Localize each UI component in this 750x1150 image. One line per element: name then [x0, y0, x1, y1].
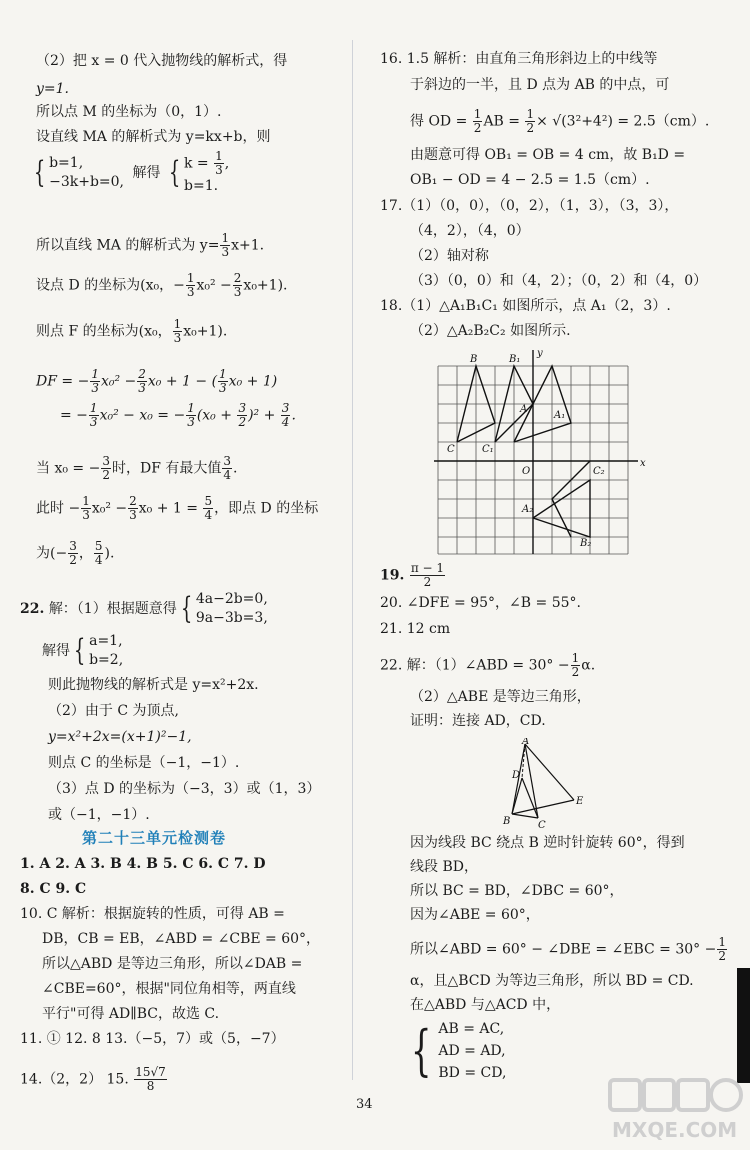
label-A: A: [522, 738, 530, 747]
text-line: （4，2），（4，0）: [410, 223, 530, 239]
text-line: y=1.: [36, 81, 69, 97]
solution-system: 解得 { a=1, b=2,: [42, 633, 124, 668]
text-line: OB₁ − OD = 4 − 2.5 = 1.5（cm）.: [410, 172, 650, 188]
watermark-text: MXQE.COM: [612, 1118, 738, 1142]
label-O: O: [522, 466, 531, 477]
label-C2: C₂: [593, 466, 605, 477]
eq-line: −3k+b=0,: [49, 174, 124, 190]
answer-20: 20. ∠DFE = 95°，∠B = 55°.: [380, 595, 581, 611]
page-edge-shadow: [737, 968, 750, 1083]
column-divider: [352, 40, 353, 1080]
coordinate-grid-figure: [430, 346, 702, 558]
text-line: 则点 F 的坐标为(x₀， $\frac{1}{3}$ x₀+1).: [36, 317, 228, 345]
text-line: DF = − $\frac{1}{3}$ x₀² − $\frac{2}{3}$ x₀ + 1 − ( $\frac{1}{3}$ x₀ + 1): [36, 367, 278, 395]
answer-21: 21. 12 cm: [380, 621, 451, 637]
question-22: 22. 解：（1）根据题意得 { 4a−2b=0, 9a−3b=3,: [20, 591, 268, 626]
text-line: 所以△ABD 是等边三角形，所以∠DAB =: [42, 956, 303, 972]
text-line: 平行"可得 AD∥BC，故选 C.: [42, 1006, 220, 1022]
text-line: 所以直线 MA 的解析式为 y= $\frac{1}{3}$ x+1.: [36, 231, 265, 259]
label-B2: B₂: [580, 538, 592, 549]
label-y-axis: y: [537, 348, 543, 359]
text-line: 因为∠ABE = 60°，: [410, 907, 540, 923]
eq-line: k =: [184, 155, 209, 172]
answers-line: 1. A 2. A 3. B 4. B 5. C 6. C 7. D: [20, 856, 266, 872]
text-line: = − $\frac{1}{3}$ x₀² − x₀ = − $\frac{1}{3}$ (x₀ + $\frac{3}{2}$ )² + $\frac{3}{4}$ .: [60, 401, 296, 429]
answers-line: 8. C 9. C: [20, 881, 87, 897]
text-line: 10. C 解析：根据旋转的性质，可得 AB =: [20, 906, 285, 922]
text-line: 所以 BC = BD，∠DBC = 60°，: [410, 883, 624, 899]
text-line: 或（−1，−1）.: [48, 807, 150, 823]
text-line: 设直线 MA 的解析式为 y=kx+b，则: [36, 129, 271, 145]
text-line: （2）△ABE 是等边三角形，: [410, 689, 591, 705]
text-line: 所以∠ABD = 60° − ∠DBE = ∠EBC = 30° − $\frac{1}{2}$: [410, 935, 726, 963]
triangle-figure: [500, 738, 590, 828]
solve-label: 解得: [132, 165, 161, 181]
watermark: [606, 1076, 746, 1146]
text-line: （2）轴对称: [410, 248, 489, 264]
text-line: 18.（1）△A₁B₁C₁ 如图所示，点 A₁（2，3）.: [380, 298, 671, 314]
text-line: 因为线段 BC 绕点 B 逆时针旋转 60°，得到: [410, 835, 685, 851]
text-line: α，且△BCD 为等边三角形，所以 BD = CD.: [410, 973, 694, 989]
text-line: 得 OD = $\frac{1}{2}$ AB = $\frac{1}{2}$ × √(3²+4²) = 2.5（cm）.: [410, 107, 710, 135]
label-C: C: [538, 820, 546, 828]
text-line: y=x²+2x=(x+1)²−1,: [48, 729, 192, 745]
text-line: 16. 1.5 解析：由直角三角形斜边上的中线等: [380, 51, 658, 67]
text-line: 此时 − $\frac{1}{3}$ x₀² − $\frac{2}{3}$ x₀ + 1 = $\frac{5}{4}$ ，即点 D 的坐标: [36, 494, 319, 522]
text-line: 则点 C 的坐标是（−1，−1）.: [48, 755, 240, 771]
label-B: B: [503, 816, 511, 827]
text-line: 所以点 M 的坐标为（0，1）.: [36, 104, 222, 120]
label-D: D: [512, 770, 521, 781]
text-line: （2）由于 C 为顶点,: [48, 703, 179, 719]
section-heading: 第二十三单元检测卷: [82, 829, 227, 847]
page-number: 34: [356, 1097, 373, 1112]
text-line: 22. 解：（1）∠ABD = 30° − $\frac{1}{2}$ α.: [380, 651, 596, 679]
label-A2: A₂: [522, 504, 534, 515]
answer-19: 19. $\frac{\pi - 1}{2}$: [380, 561, 445, 589]
text-line: 证明：连接 AD，CD.: [410, 713, 546, 729]
text-line: （3）点 D 的坐标为（−3，3）或（1，3）: [48, 781, 321, 797]
label-x-axis: x: [640, 458, 646, 469]
answers-line: 11. ① 12. 8 13.（−5，7）或（5，−7）: [20, 1031, 285, 1047]
text-line: 在△ABD 与△ACD 中，: [410, 997, 561, 1013]
label-C: C: [447, 444, 455, 455]
equation-system: { b=1, −3k+b=0, 解得 { k = $\frac{1}{3}$ , b=1.: [33, 149, 230, 194]
text-line: 17.（1）（0，0），（0，2），（1，3），（3，3），: [380, 198, 679, 214]
congruence-system: { AB = AC, AD = AD, BD = CD,: [410, 1019, 507, 1082]
text-line: 线段 BD，: [410, 859, 478, 875]
eq-line: b=1,: [49, 155, 84, 171]
label-B: B: [470, 354, 478, 365]
text-line: 则此抛物线的解析式是 y=x²+2x.: [48, 677, 259, 693]
answers-line: 14.（2，2） 15. $\frac{15√7}{8}$: [20, 1065, 166, 1093]
text-line: 于斜边的一半，且 D 点为 AB 的中点，可: [410, 77, 670, 93]
text-line: 设点 D 的坐标为(x₀，− $\frac{1}{3}$ x₀² − $\frac{2}{3}$ x₀+1).: [36, 271, 288, 299]
label-A: A: [520, 404, 528, 415]
text-line: 当 x₀ = − $\frac{3}{2}$ 时，DF 有最大值 $\frac{3}{4}$ .: [36, 454, 238, 482]
label-A1: A₁: [554, 410, 566, 421]
text-line: （3）（0，0）和（4，2）；（0，2）和（4，0）: [410, 273, 708, 289]
text-line: （2）△A₂B₂C₂ 如图所示.: [410, 323, 571, 339]
text-line: 由题意可得 OB₁ = OB = 4 cm，故 B₁D =: [410, 147, 686, 163]
label-E: E: [576, 796, 584, 807]
label-C1: C₁: [482, 444, 494, 455]
text-line: DB，CB = EB，∠ABD = ∠CBE = 60°，: [42, 931, 321, 947]
text-line: ∠CBE=60°，根据"同位角相等，两直线: [42, 981, 296, 997]
text-line: 为(− $\frac{3}{2}$ ， $\frac{5}{4}$ ).: [36, 539, 115, 567]
eq-line: b=1.: [184, 178, 219, 194]
label-B1: B₁: [509, 354, 521, 365]
text-line: （2）把 x = 0 代入抛物线的解析式，得: [36, 53, 288, 69]
